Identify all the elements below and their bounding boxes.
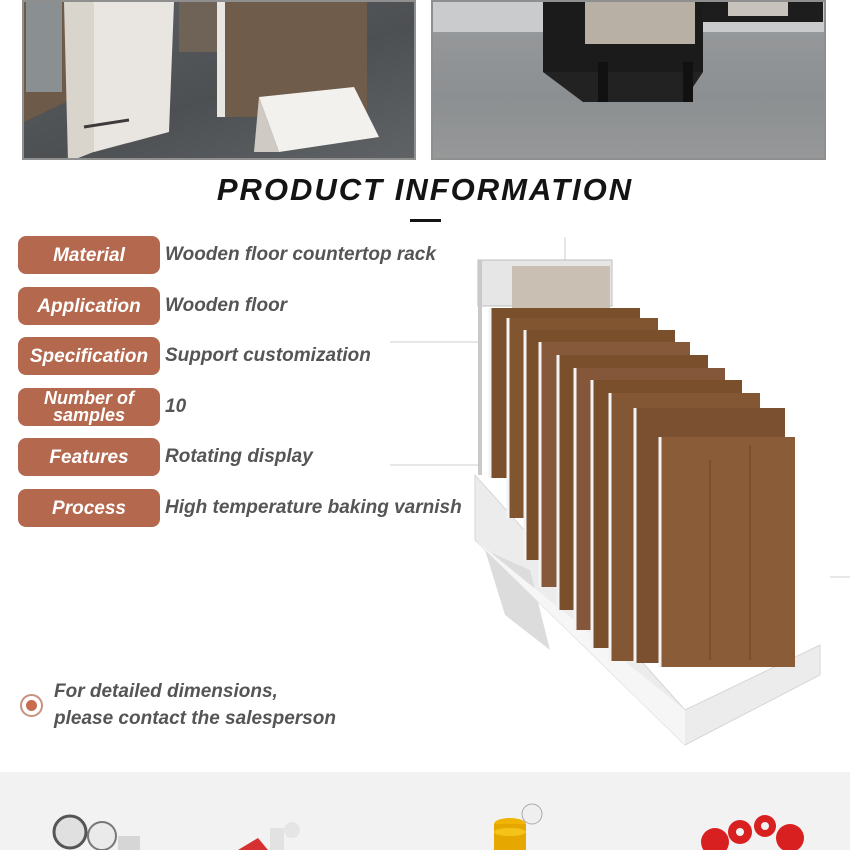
product-rack-image: [380, 230, 850, 760]
photo-store-display-right: [431, 0, 826, 160]
spec-label-application: Application: [18, 287, 160, 325]
feature-icons-band: [0, 772, 850, 850]
section-title: PRODUCT INFORMATION: [216, 172, 634, 207]
spec-label-number-of-samples: [18, 388, 160, 426]
spec-value-number-of-samples: 10: [165, 396, 187, 417]
spec-value-features: Rotating display: [165, 446, 313, 467]
spec-value-material: Wooden floor countertop rack: [165, 244, 436, 265]
dimensions-note: [54, 678, 336, 732]
coin-stack-icon: [490, 802, 550, 850]
headset-figure-icon: [42, 810, 142, 850]
tools-icon: [238, 818, 308, 850]
photo-store-display-left: [22, 0, 416, 160]
spec-label-number-of-samples-line1: Number of: [44, 388, 134, 408]
store-display-illustration-left: [24, 2, 416, 160]
spec-label-process: Process: [18, 489, 160, 527]
gears-icon: [695, 812, 815, 850]
spec-label-material: Material: [18, 236, 160, 274]
spec-value-specification: Support customization: [165, 345, 371, 366]
store-display-illustration-right: [433, 2, 826, 160]
title-underline: [410, 219, 441, 222]
spec-value-process: High temperature baking varnish: [165, 497, 462, 518]
spec-value-application: Wooden floor: [165, 295, 288, 316]
spec-label-features: Features: [18, 438, 160, 476]
dimensions-note-line1: For detailed dimensions,: [54, 681, 278, 702]
radio-dot-icon: [20, 694, 43, 717]
dimensions-note-line2: please contact the salesperson: [54, 708, 336, 729]
spec-label-specification: Specification: [18, 337, 160, 375]
spec-label-number-of-samples-line2: samples: [52, 405, 126, 425]
